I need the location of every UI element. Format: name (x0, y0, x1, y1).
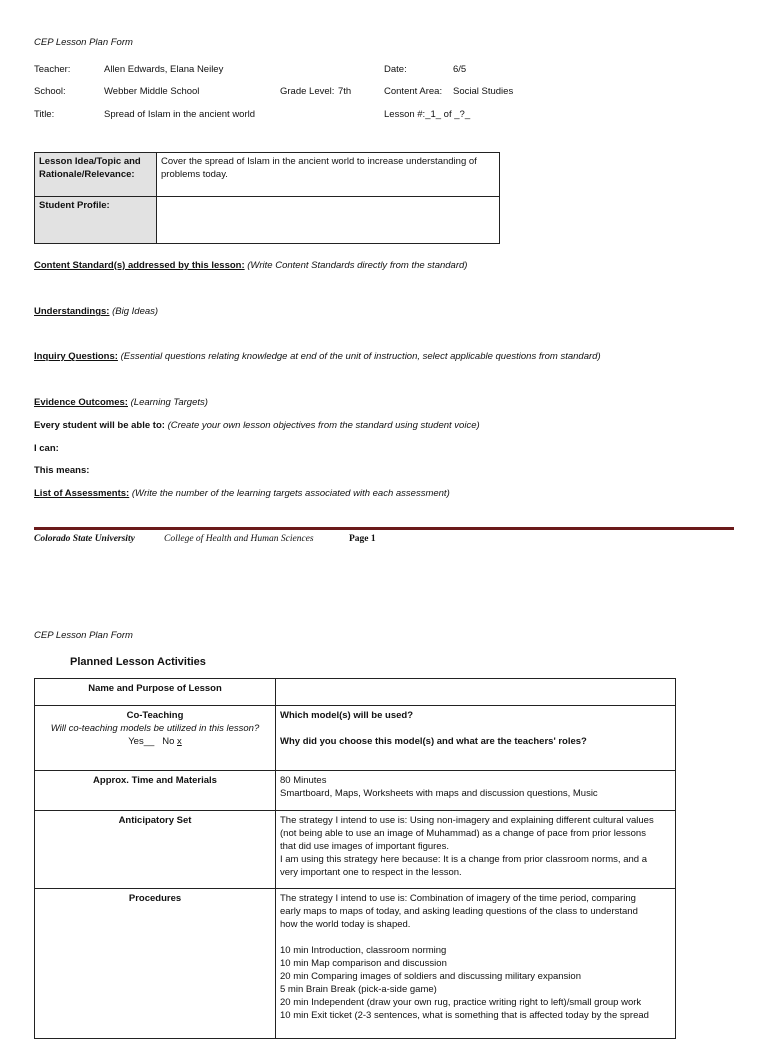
this-means-label: This means: (34, 465, 90, 476)
every-student (34, 420, 480, 431)
procedures-line: early maps to maps of today, and asking leading questions of the class to understand (280, 906, 638, 917)
content-area-value: Social Studies (453, 86, 514, 97)
understandings-label: Understandings: (34, 306, 110, 317)
understandings-note: (Big Ideas) (112, 306, 159, 317)
inquiry-questions-note: (Essential questions relating knowledge at end of the unit of instruction, select applicable questions from standard) (120, 351, 601, 362)
co-teaching-question-1: Which model(s) will be used? (280, 710, 414, 721)
co-teaching-note: Will co-teaching models be utilized in this lesson? (50, 723, 260, 734)
evidence-outcomes (34, 397, 208, 408)
form-title-page2: CEP Lesson Plan Form (34, 630, 133, 641)
name-purpose-label: Name and Purpose of Lesson (35, 679, 276, 706)
school-label: School: (34, 86, 66, 97)
date-label: Date: (384, 64, 407, 75)
procedures-item: 10 min Map comparison and discussion (280, 958, 447, 969)
co-teaching-questions (276, 706, 676, 771)
inquiry-questions-label: Inquiry Questions: (34, 351, 118, 362)
anticipatory-set-value (276, 811, 676, 889)
every-student-note: (Create your own lesson objectives from the standard using student voice) (167, 420, 480, 431)
procedures-item: 10 min Introduction, classroom norming (280, 945, 447, 956)
co-teaching-question-2: Why did you choose this model(s) and what are the teachers' roles? (280, 736, 587, 747)
materials-value: Smartboard, Maps, Worksheets with maps and discussion questions, Music (280, 788, 598, 799)
title-value: Spread of Islam in the ancient world (104, 109, 256, 120)
school-value: Webber Middle School (104, 86, 200, 97)
content-standards (34, 260, 467, 271)
procedures-item: 20 min Comparing images of soldiers and discussing military expansion (280, 971, 581, 982)
co-teaching-answer (39, 735, 271, 748)
inquiry-questions (34, 351, 601, 362)
procedures-line: The strategy I intend to use is: Combination of imagery of the time period, comparing (280, 893, 636, 904)
footer-college: College of Health and Human Sciences (164, 534, 314, 544)
procedures-value (276, 889, 676, 1039)
grade-label: Grade Level: (280, 86, 335, 97)
table-row (35, 706, 676, 771)
lesson-idea-label: Lesson Idea/Topic and Rationale/Relevance: (35, 153, 157, 197)
anticipatory-line: (not being able to use an image of Muhammad) as a change of pace from prior lessons (280, 828, 646, 839)
anticipatory-line: I am using this strategy here because: It is a change from prior classroom norms, and a (280, 854, 647, 865)
table-row (35, 811, 676, 889)
procedures-item: 10 min Exit ticket (2-3 sentences, what is something that is affected today by the spread (280, 1010, 649, 1021)
evidence-outcomes-note: (Learning Targets) (130, 397, 208, 408)
procedures-item: 5 min Brain Break (pick-a-side game) (280, 984, 437, 995)
assessments-note: (Write the number of the learning targets associated with each assessment) (131, 488, 450, 499)
content-area-label: Content Area: (384, 86, 443, 97)
lesson-idea-value: Cover the spread of Islam in the ancient world to increase understanding of problems today. (157, 153, 500, 197)
assessments-label: List of Assessments: (34, 488, 130, 499)
list-of-assessments (34, 488, 450, 499)
i-can-label: I can: (34, 443, 59, 454)
time-value: 80 Minutes (280, 775, 327, 786)
anticipatory-line: very important one to respect in the lesson. (280, 867, 462, 878)
name-purpose-value (276, 679, 676, 706)
footer-page-number: Page 1 (349, 534, 376, 544)
co-teaching-no: No (162, 736, 175, 747)
student-profile-label: Student Profile: (35, 197, 157, 244)
date-value: 6/5 (453, 64, 467, 75)
every-student-label: Every student will be able to: (34, 420, 165, 431)
table-row (35, 889, 676, 1039)
anticipatory-line: that did use images of important figures. (280, 841, 449, 852)
footer-divider (34, 527, 734, 530)
activities-table (34, 678, 676, 1039)
grade-value: 7th (338, 86, 352, 97)
understandings (34, 306, 158, 317)
teacher-label: Teacher: (34, 64, 71, 75)
co-teaching-no-mark: x (177, 736, 182, 747)
co-teaching-label: Co-Teaching (126, 710, 184, 721)
planned-activities-title: Planned Lesson Activities (70, 656, 206, 668)
footer-university: Colorado State University (34, 534, 135, 544)
teacher-value: Allen Edwards, Elana Neiley (104, 64, 224, 75)
procedures-line: how the world today is shaped. (280, 919, 411, 930)
time-materials-label: Approx. Time and Materials (35, 771, 276, 811)
table-row (35, 771, 676, 811)
content-standards-label: Content Standard(s) addressed by this lesson: (34, 260, 245, 271)
content-standards-note: (Write Content Standards directly from the standard) (247, 260, 468, 271)
evidence-outcomes-label: Evidence Outcomes: (34, 397, 128, 408)
lesson-idea-table (34, 152, 500, 244)
student-profile-value (157, 197, 500, 244)
procedures-label: Procedures (35, 889, 276, 1039)
lesson-number: Lesson #:_1_ of _?_ (384, 109, 471, 120)
title-label: Title: (34, 109, 55, 120)
anticipatory-line: The strategy I intend to use is: Using non-imagery and explaining different cultural values (280, 815, 654, 826)
anticipatory-set-label: Anticipatory Set (35, 811, 276, 889)
co-teaching-cell (35, 706, 276, 771)
form-title: CEP Lesson Plan Form (34, 37, 133, 48)
procedures-item: 20 min Independent (draw your own rug, practice writing right to left)/small group work (280, 997, 642, 1008)
time-materials-value (276, 771, 676, 811)
table-row (35, 679, 676, 706)
co-teaching-yes: Yes__ (128, 736, 155, 747)
